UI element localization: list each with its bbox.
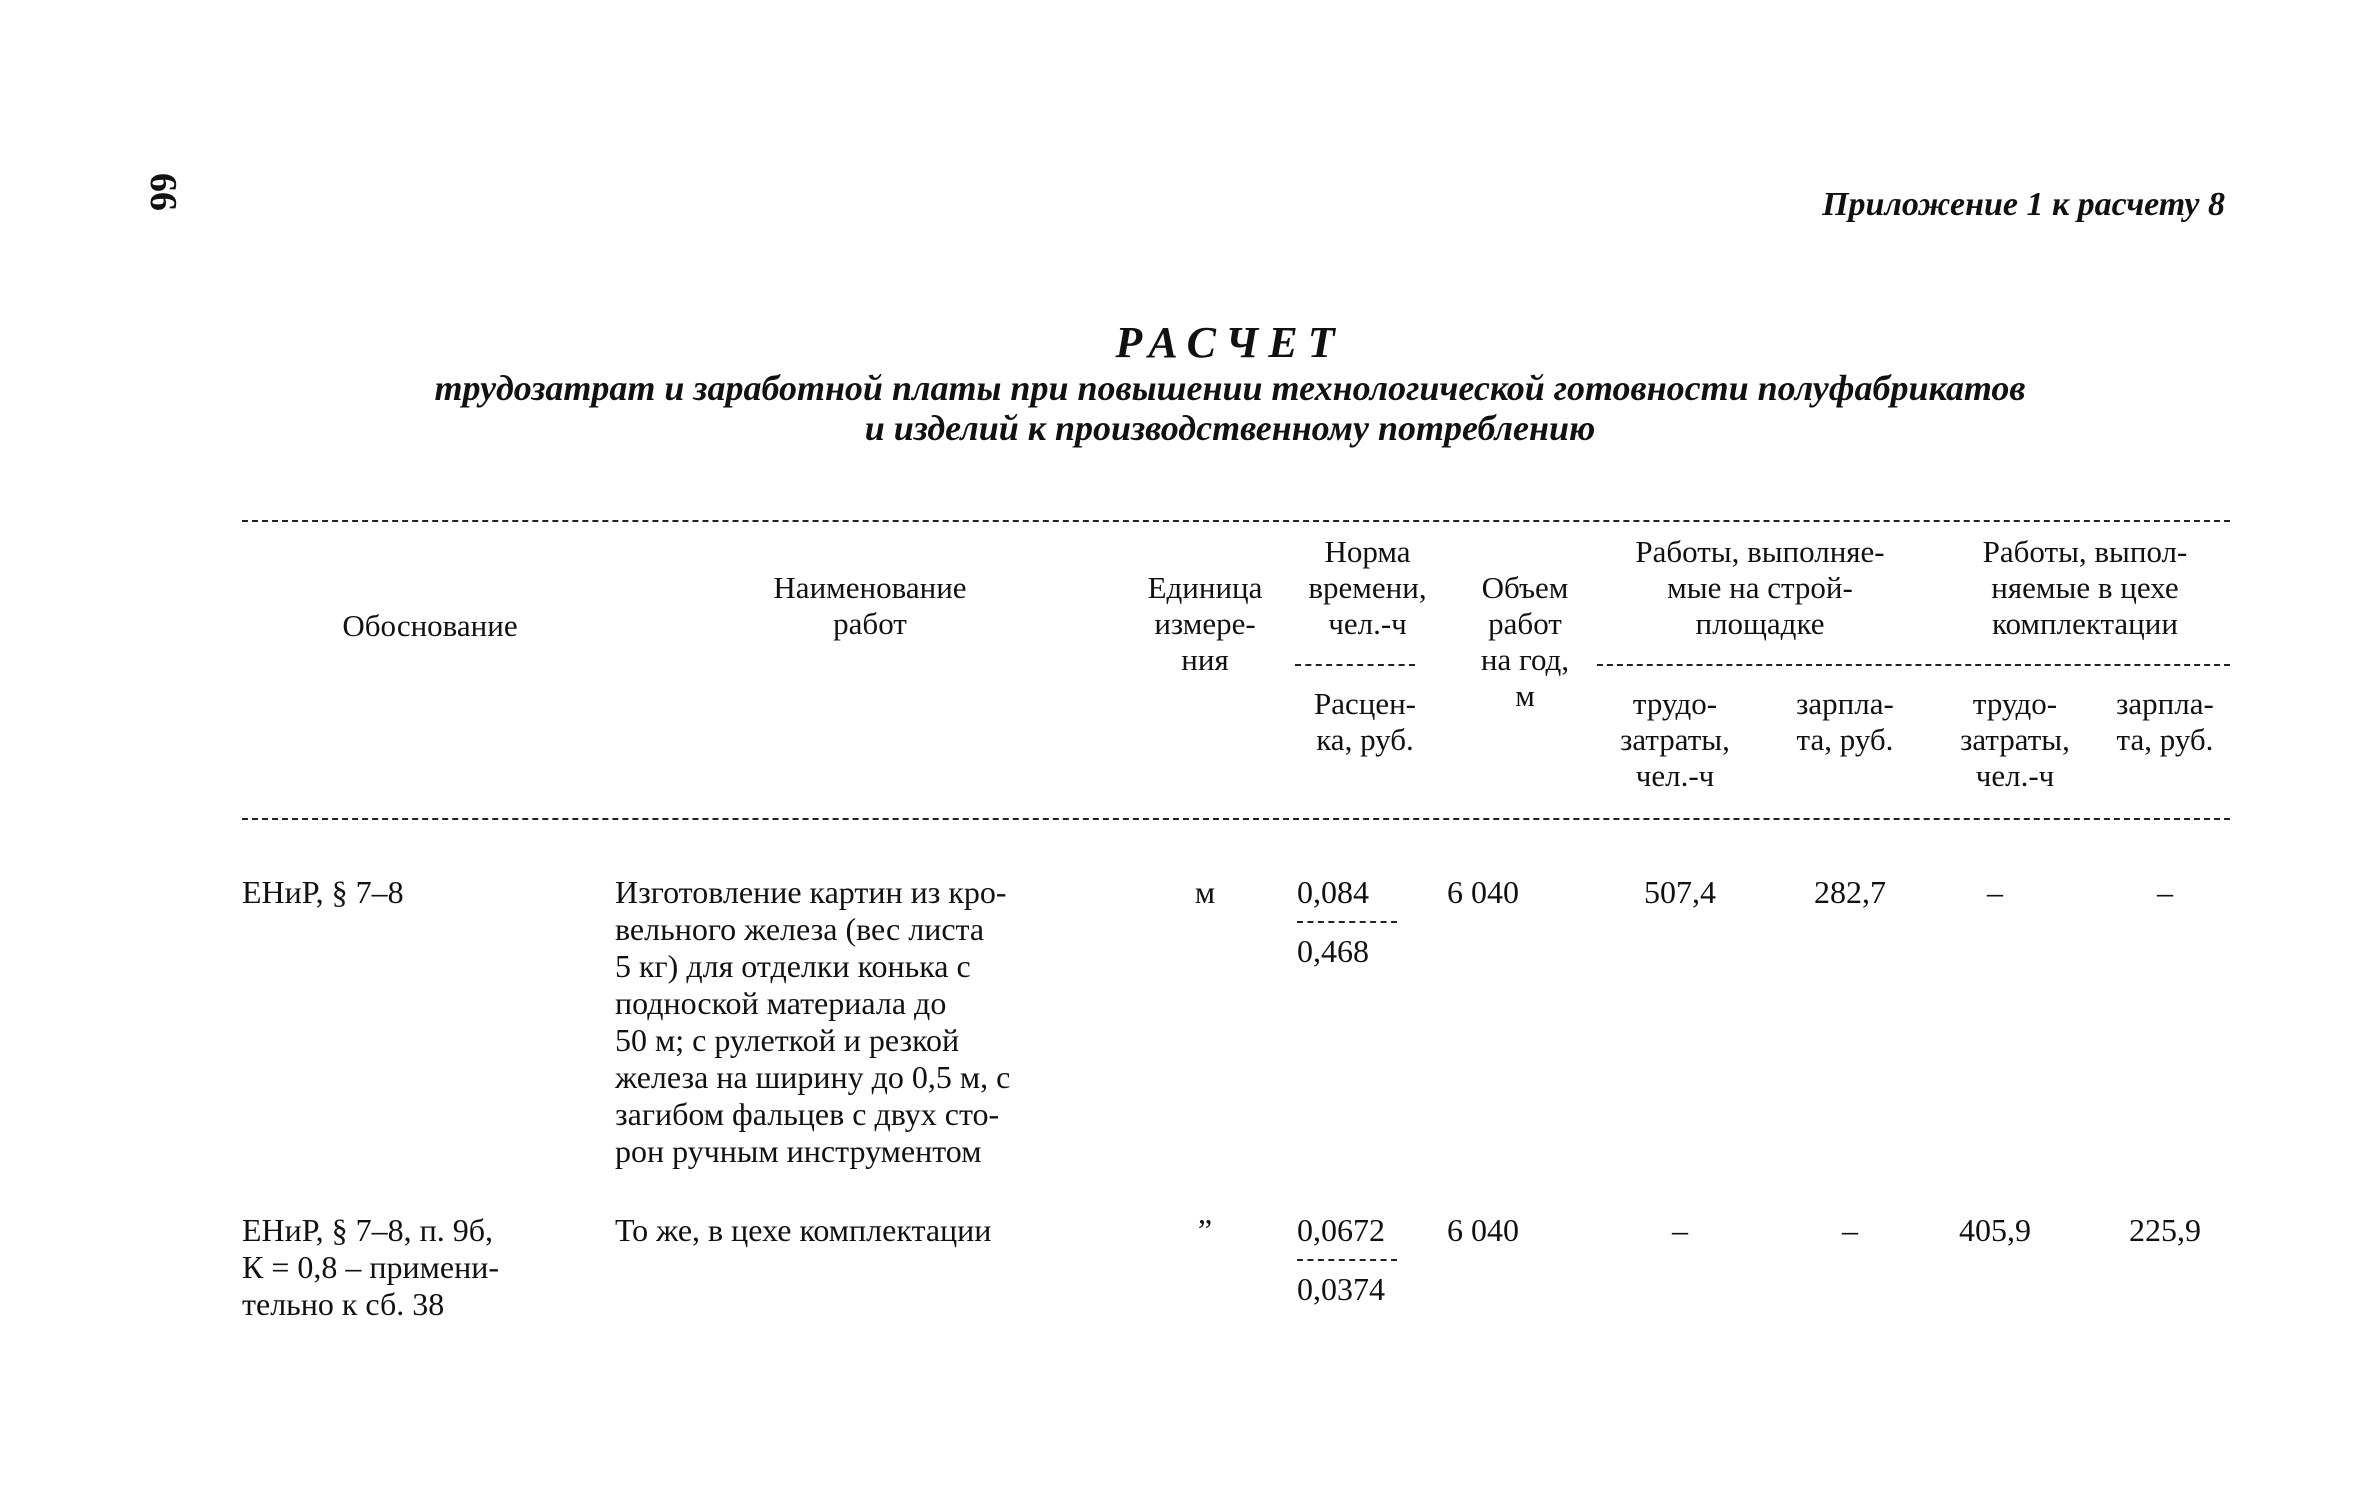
header-site-labor: трудо- затраты, чел.-ч [1620, 686, 1730, 793]
title-line-1: трудозатрат и заработной платы при повышении технологической готовности полуфабрикатов [434, 368, 2026, 408]
document-title [230, 318, 2230, 448]
row1-site-wage: 282,7 [1814, 874, 1886, 910]
header-unit: Единица измере- ния [1147, 570, 1263, 677]
header-shop-works: Работы, выпол- няемые в цехе комплектации [1982, 534, 2188, 641]
header-site-wage: зарпла- та, руб. [1796, 686, 1894, 757]
row1-name: Изготовление картин из кро- вельного железа (вес листа 5 кг) для отделки конька с подноской материала до 50 м; с рулеткой и резкой железа на ширину до 0,5 м, с загибом фальцев с двух сто- рон ручным инструментом [615, 874, 1011, 1169]
row1-volume: 6 040 [1447, 874, 1519, 910]
row2-shop-labor: 405,9 [1959, 1212, 2031, 1248]
row2-volume: 6 040 [1447, 1212, 1519, 1248]
norm-rate-separator [1297, 1259, 1397, 1261]
header-rate: Расцен- ка, руб. [1313, 686, 1417, 757]
row1-norm: 0,084 0,468 [1297, 874, 1397, 970]
norm-rate-separator [1297, 921, 1397, 923]
row1-shop-wage: – [2157, 874, 2173, 910]
row2-site-wage: – [1842, 1212, 1858, 1248]
title-main: РАСЧЕТ [1115, 318, 1345, 367]
header-basis: Обоснование [342, 608, 518, 643]
header-site-works: Работы, выполняе- мые на строй- площадке [1635, 534, 1885, 641]
row2-name: То же, в цехе комплектации [615, 1212, 992, 1248]
row2-norm: 0,0672 0,0374 [1297, 1212, 1397, 1308]
row1-basis: ЕНиР, § 7–8 [242, 874, 404, 910]
row1-site-labor: 507,4 [1644, 874, 1716, 910]
header-bottom-rule [242, 818, 2230, 820]
row1-shop-labor: – [1987, 874, 2003, 910]
row2-basis: ЕНиР, § 7–8, п. 9б, К = 0,8 – примени- тельно к сб. 38 [242, 1212, 499, 1322]
table-top-rule [242, 520, 2230, 522]
title-line-2: и изделий к производственному потреблению [864, 408, 1596, 448]
header-name: Наименование работ [773, 570, 967, 641]
header-norm: Норма времени, чел.-ч [1308, 534, 1427, 641]
page-number: 66 [142, 173, 184, 211]
row2-unit: ” [1197, 1212, 1213, 1248]
header-shop-labor: трудо- затраты, чел.-ч [1960, 686, 2070, 793]
appendix-label: Приложение 1 к расчету 8 [1822, 186, 2225, 223]
header-volume: Объем работ на год, м [1480, 570, 1570, 713]
header-shop-wage: зарпла- та, руб. [2116, 686, 2214, 757]
norm-divider [1295, 664, 1415, 666]
subheader-rule-site [1597, 664, 2230, 666]
row2-site-labor: – [1672, 1212, 1688, 1248]
row1-unit: м [1194, 874, 1216, 910]
row2-shop-wage: 225,9 [2129, 1212, 2201, 1248]
